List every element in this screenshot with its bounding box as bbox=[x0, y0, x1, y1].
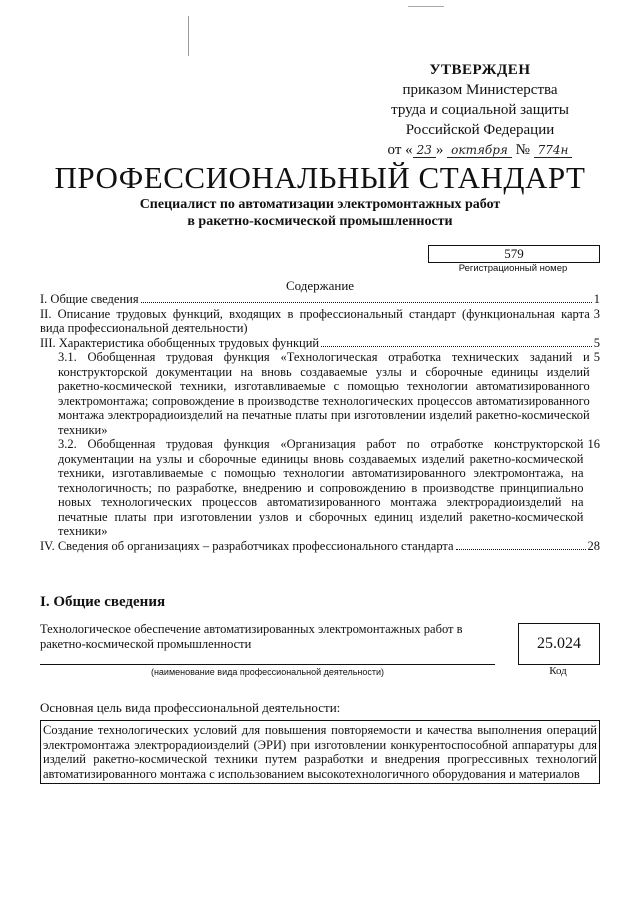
toc-item-3-1[interactable] bbox=[40, 350, 600, 437]
page-title: ПРОФЕССИОНАЛЬНЫЙ СТАНДАРТ bbox=[54, 160, 586, 195]
toc-item-page: 5 bbox=[593, 350, 600, 364]
toc-item-page: 1 bbox=[593, 292, 600, 306]
scan-mark bbox=[188, 16, 190, 56]
section-heading: I. Общие сведения bbox=[40, 594, 166, 610]
table-of-contents bbox=[40, 292, 600, 553]
approval-line-3: Российской Федерации bbox=[405, 122, 555, 138]
toc-item-text: 3.1. Обобщенная трудовая функция «Технологическая отработка технических заданий и конструкторской документации на вновь создаваемые узлы и сборочные единицы изделий ракетно-космической техники, изготавливаемые с помощью технологии автоматизированного электромонтажа; сопровождение в производстве технологических процессов автоматизированного монтажа электрорадиоизделий на печатные платы при изготовлении изделий ракетно-космической техники» bbox=[58, 350, 590, 437]
toc-item-text: III. Характеристика обобщенных трудовых функций bbox=[40, 335, 320, 350]
toc-leader-dots bbox=[141, 302, 592, 303]
registration-number-label: Регистрационный номер bbox=[458, 263, 568, 274]
toc-leader-dots bbox=[456, 549, 586, 550]
page-subtitle bbox=[40, 196, 600, 230]
approval-block bbox=[360, 60, 600, 160]
toc-item-text: 3.2. Обобщенная трудовая функция «Организация работ по отработке конструкторской документации на узлы и сборочные единицы вновь создаваемых изделий ракетно-космической техники, изготавливаемые с помощью технологии автоматизированного электромонтажа, на технологичность; по разработке, внедрению и сопровождению в производстве принципиально новых технологических процессов автоматизированного монтажа электрорадиоизделий на печатные платы при изготовлении узлов и сборочных единиц изделий ракетно-космической техники» bbox=[58, 437, 584, 538]
approval-line-1: приказом Министерства bbox=[402, 82, 558, 98]
date-from-label: от « bbox=[387, 142, 413, 158]
goal-box: Создание технологических условий для повышения повторяемости и качества выполнения операций электромонтажа электрорадиоизделий (ЭРИ) при изготовлении конкурентоспособной аппаратуры для изделий ракетно-космической техники путем разработки и внедрения прогрессивных технологий автоматизированного монтажа с использованием высокотехнологичного оборудования и материалов bbox=[40, 720, 600, 784]
toc-item-page: 3 bbox=[593, 306, 600, 321]
toc-item-3-2[interactable] bbox=[40, 437, 600, 539]
toc-item-text: I. Общие сведения bbox=[40, 292, 139, 306]
activity-code-label: Код bbox=[549, 665, 567, 677]
toc-item-text: II. Описание трудовых функций, входящих в профессиональный стандарт (функциональная карта вида профессиональной деятельности) bbox=[40, 306, 590, 335]
toc-item-4[interactable] bbox=[40, 539, 600, 554]
goal-label: Основная цель вида профессиональной деятельности: bbox=[40, 700, 341, 715]
date-day: 23 bbox=[413, 143, 436, 158]
toc-item-3[interactable] bbox=[40, 336, 600, 351]
activity-kind-underline bbox=[40, 664, 495, 665]
activity-code-box: 25.024 bbox=[518, 623, 600, 665]
toc-item-page: 28 bbox=[587, 538, 600, 553]
toc-leader-dots bbox=[321, 346, 592, 347]
subtitle-line-1: Специалист по автоматизации электромонтажных работ bbox=[139, 197, 501, 212]
order-number: 774н bbox=[534, 143, 573, 158]
date-month: октября bbox=[447, 143, 512, 158]
approval-date-line bbox=[360, 140, 600, 160]
subtitle-line-2: в ракетно-космической промышленности bbox=[187, 214, 453, 229]
number-label: № bbox=[515, 142, 530, 158]
toc-item-page: 5 bbox=[593, 335, 600, 350]
toc-item-2[interactable] bbox=[40, 307, 600, 336]
toc-item-page: 16 bbox=[587, 437, 600, 451]
approval-heading: УТВЕРЖДЕН bbox=[429, 62, 531, 78]
activity-kind-name: Технологическое обеспечение автоматизированных электромонтажных работ в ракетно-космической промышленности bbox=[40, 622, 463, 651]
toc-item-1[interactable] bbox=[40, 292, 600, 307]
scan-mark-top bbox=[408, 6, 444, 7]
date-mid: » bbox=[435, 142, 444, 158]
registration-number-box: 579 bbox=[428, 245, 600, 263]
toc-item-text: IV. Сведения об организациях – разработчиках профессионального стандарта bbox=[40, 538, 454, 553]
approval-line-2: труда и социальной защиты bbox=[391, 102, 569, 118]
activity-kind-caption: (наименование вида профессиональной деятельности) bbox=[150, 667, 385, 677]
toc-title: Содержание bbox=[285, 278, 355, 293]
